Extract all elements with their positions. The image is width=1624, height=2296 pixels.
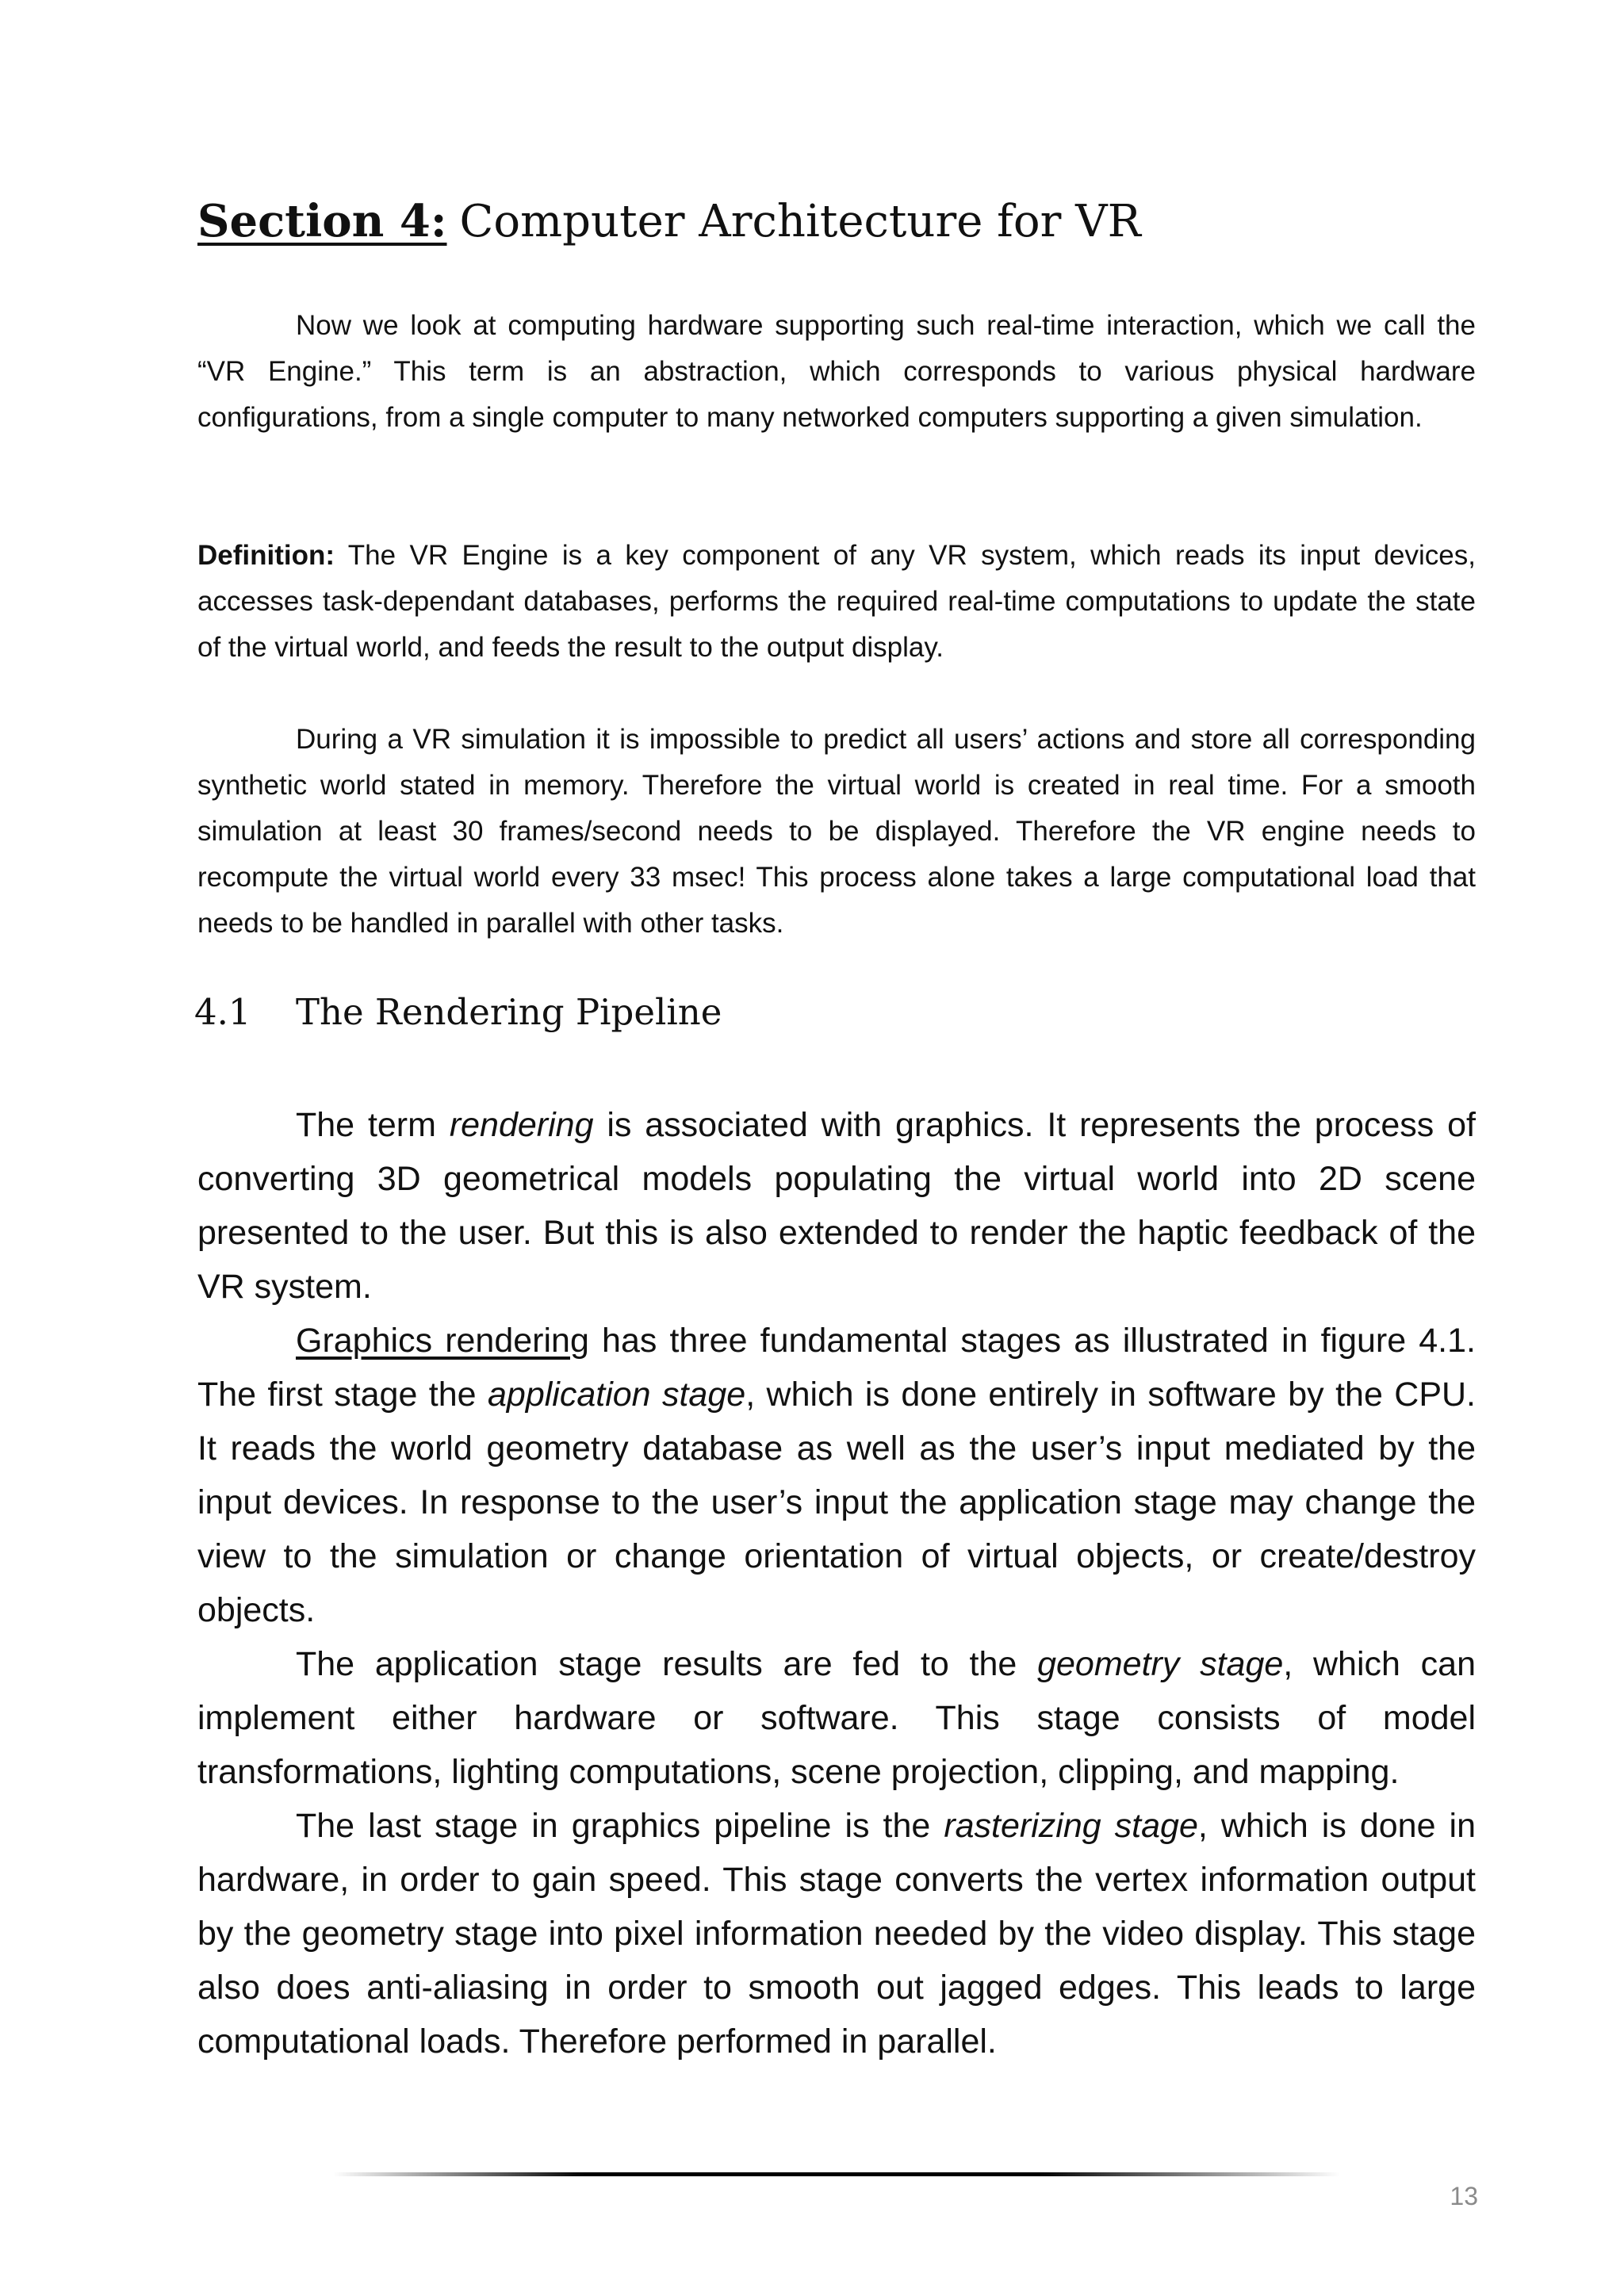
simulation-paragraph: During a VR simulation it is impossible to predict all users’ actions and store all corresponding synthetic world stated in memory. Therefore the virtual world is created in real time. For a smooth simulation at least 30 frames/second needs to be displayed. Therefore the VR engine needs to recompute the virtual world every 33 msec! This process alone takes a large computational load that needs to be handled in parallel with other tasks. [197,724,1476,939]
geometry-stage-term: geometry stage [1037,1645,1284,1683]
definition-label: Definition: [197,540,335,571]
rasterizing-stage-paragraph: The last stage in graphics pipeline is the rasterizing stage, which is done in hardware, in order to gain speed. This stage converts the vertex information output by the geometry stage into pixel information needed by the video display. This stage also does anti-aliasing in order to smooth out jagged edges. This leads to large computational loads. Therefore performed in parallel. [197,1807,1476,2061]
section-heading [197,195,1141,247]
intro-paragraph: Now we look at computing hardware supporting such real-time interaction, which we call the “VR Engine.” This term is an abstraction, which corresponds to various physical hardware configurations, from a single computer to many networked computers supporting a given simulation. [197,310,1476,433]
footer-divider [333,2172,1340,2176]
subsection-heading [194,991,722,1033]
subsection-number: 4.1 [194,991,251,1033]
subsection-title: The Rendering Pipeline [296,991,722,1033]
section-label: Section 4: [197,195,447,247]
rasterizing-stage-term: rasterizing stage [944,1807,1198,1845]
geometry-stage-paragraph: The application stage results are fed to the geometry stage, which can implement either hardware or software. This stage consists of model transformations, lighting computations, scene projection, clipping, and mapping. [197,1645,1476,1791]
section-title: Computer Architecture for VR [459,196,1141,247]
graphics-rendering-term: Graphics rendering [296,1322,589,1360]
page-number: 13 [1450,2182,1478,2210]
definition-paragraph [197,533,1476,671]
definition-text: The VR Engine is a key component of any VR system, which reads its input devices, accesses task-dependant databases, performs the required real-time computations to update the state of the virtual world, and feeds the result to the output display. [197,540,1476,663]
rendering-paragraph: The term rendering is associated with graphics. It represents the process of converting 3D geometrical models populating the virtual world into 2D scene presented to the user. But this is also extended to render the haptic feedback of the VR system. [197,1106,1476,1306]
rendering-term: rendering [449,1106,594,1144]
graphics-rendering-paragraph: Graphics rendering has three fundamental stages as illustrated in figure 4.1. The first stage the application stage, which is done entirely in software by the CPU. It reads the world geometry database as well as the user’s input mediated by the input devices. In response to the user’s input the application stage may change the view to the simulation or change orientation of virtual objects, or create/destroy objects. [197,1322,1476,1629]
application-stage-term: application stage [487,1376,746,1414]
